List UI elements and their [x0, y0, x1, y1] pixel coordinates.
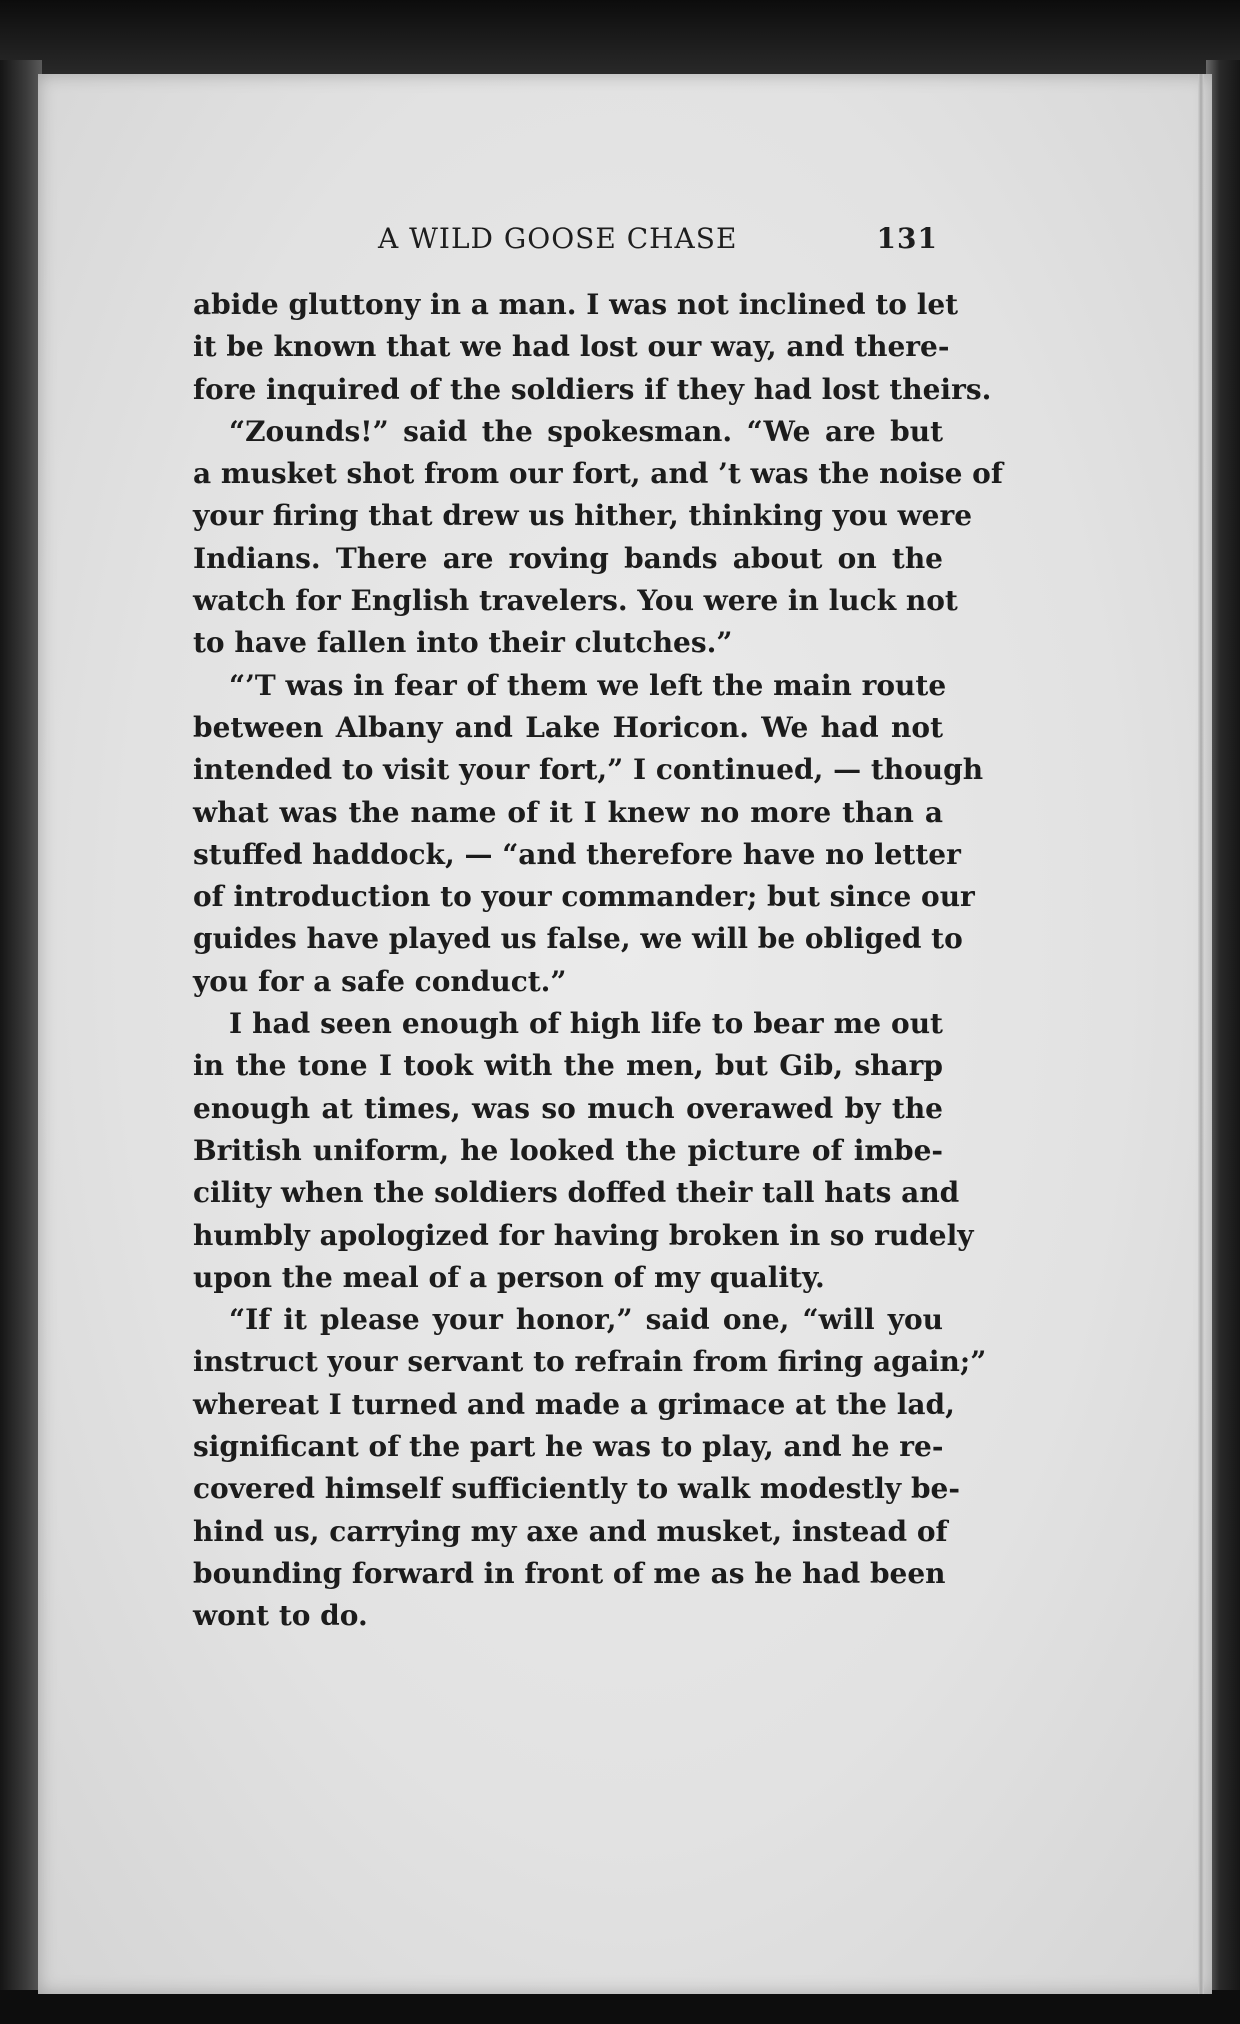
text-line: abide gluttony in a man. I was not inclined to let: [193, 288, 959, 321]
text-line: fore inquired of the soldiers if they had lost theirs.: [193, 372, 992, 406]
text-line: upon the meal of a person of my quality.: [193, 1260, 825, 1294]
text-line: it be known that we had lost our way, and there-: [193, 330, 950, 364]
text-line: stuffed haddock, — “and therefore have no letter: [193, 837, 961, 871]
scanner-bottom-border: [0, 1990, 1240, 2024]
scanner-top-border: [0, 0, 1240, 78]
text-line: instruct your servant to refrain from firing again;”: [193, 1345, 987, 1379]
page-number: 131: [876, 222, 938, 255]
text-line: Indians. There are roving bands about on the: [193, 541, 943, 575]
text-line: intended to visit your fort,” I continued, — though: [193, 753, 984, 787]
running-head: [378, 222, 938, 262]
text-line: “’T was in fear of them we left the main route: [229, 668, 947, 702]
book-spine-shadow: [0, 60, 42, 2000]
text-line: between Albany and Lake Horicon. We had not: [193, 710, 943, 744]
text-line: what was the name of it I knew no more than a: [193, 795, 943, 829]
text-line: you for a safe conduct.”: [193, 964, 567, 998]
text-line: humbly apologized for having broken in so rudely: [193, 1218, 974, 1252]
text-line: of introduction to your commander; but since our: [193, 880, 975, 914]
running-title: A WILD GOOSE CHASE: [378, 222, 738, 255]
text-line: significant of the part he was to play, and he re-: [193, 1430, 944, 1464]
text-line: whereat I turned and made a grimace at the lad,: [193, 1387, 955, 1421]
text-line: a musket shot from our fort, and ’t was the noise of: [193, 457, 1003, 491]
text-line: cility when the soldiers doffed their tall hats and: [193, 1176, 960, 1210]
text-line: wont to do.: [193, 1599, 368, 1633]
text-line: covered himself sufficiently to walk modestly be-: [193, 1472, 960, 1506]
text-line: watch for English travelers. You were in luck not: [193, 584, 958, 618]
text-line: guides have played us false, we will be obliged to: [193, 922, 963, 956]
text-line: bounding forward in front of me as he had been: [193, 1556, 946, 1590]
text-line: hind us, carrying my axe and musket, instead of: [193, 1514, 948, 1548]
text-line: “If it please your honor,” said one, “will you: [229, 1303, 943, 1337]
text-line: your firing that drew us hither, thinking you were: [193, 499, 973, 533]
text-line: I had seen enough of high life to bear me out: [229, 1007, 943, 1041]
text-line: to have fallen into their clutches.”: [193, 626, 733, 660]
page-fold-shadow: [1198, 74, 1204, 1994]
text-line: enough at times, was so much overawed by the: [193, 1091, 943, 1125]
text-line: British uniform, he looked the picture of imbe-: [193, 1133, 943, 1167]
text-line: in the tone I took with the men, but Gib, sharp: [193, 1049, 943, 1083]
text-line: “Zounds!” said the spokesman. “We are but: [229, 414, 943, 448]
body-text: [193, 284, 1003, 1638]
